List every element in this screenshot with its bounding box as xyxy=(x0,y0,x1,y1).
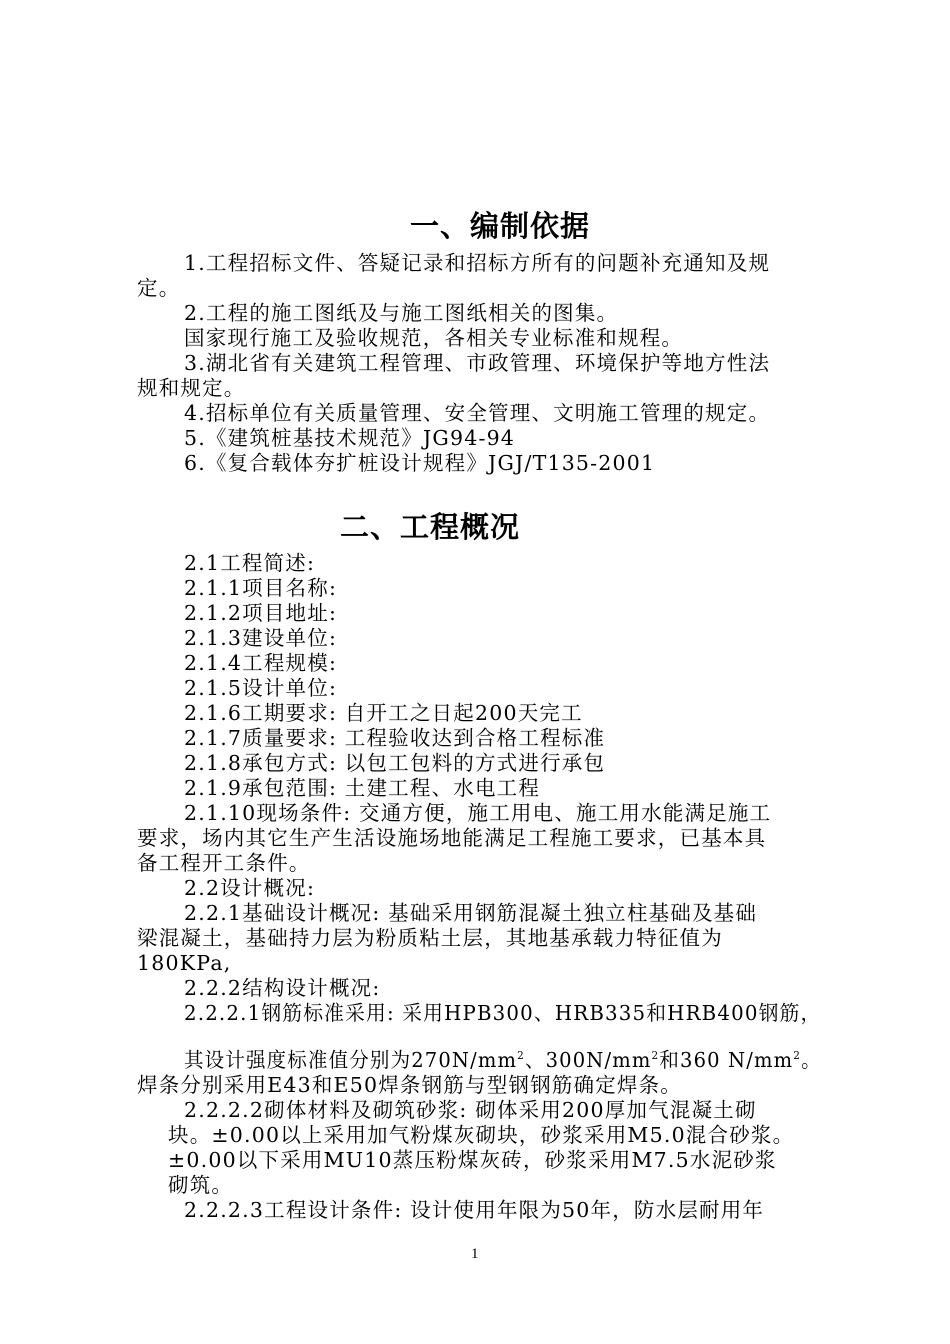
text-line: 2.2.2结构设计概况: xyxy=(184,976,381,1000)
text-line: 梁混凝土，基础持力层为粉质粘土层，其地基承载力特征值为 xyxy=(137,926,723,950)
text-line: 2.1.8承包方式: 以包工包料的方式进行承包 xyxy=(184,751,606,775)
text-line: 定。 xyxy=(137,276,181,300)
section-1-heading: 一、编制依据 xyxy=(410,209,591,243)
text-line: 6.《复合载体夯扩桩设计规程》JGJ/T135-2001 xyxy=(184,451,656,475)
text-line: 4.招标单位有关质量管理、安全管理、文明施工管理的规定。 xyxy=(184,401,771,425)
text-line: 2.2.2.1钢筋标准采用: 采用HPB300、HRB335和HRB400钢筋， xyxy=(184,1001,822,1025)
text-line: 2.2设计概况: xyxy=(184,876,316,900)
text-line: 规和规定。 xyxy=(137,376,246,400)
text-line: 国家现行施工及验收规范，各相关专业标准和规程。 xyxy=(184,326,684,350)
text-line: 砌筑。 xyxy=(168,1173,234,1197)
text-line: 要求，场内其它生产生活设施场地能满足工程施工要求，已基本具 xyxy=(137,826,767,850)
strength-values-line: 其设计强度标准值分别为$270N/mm^2$、$300N/mm^2$和360 $N/mm^2$。 xyxy=(184,1048,822,1072)
page-number: 1 xyxy=(471,1246,479,1262)
text-line: 1.工程招标文件、答疑记录和招标方所有的问题补充通知及规 xyxy=(184,251,771,275)
text-line: 2.1.4工程规模: xyxy=(184,651,338,675)
text-line: ±0.00以下采用MU10蒸压粉煤灰砖，砂浆采用M7.5水泥砂浆 xyxy=(168,1148,777,1172)
text-line: 2.1.5设计单位: xyxy=(184,676,338,700)
text-line: 2.2.2.2砌体材料及砌筑砂浆: 砌体采用200厚加气混凝土砌 xyxy=(184,1098,757,1122)
text-line: 2.1.6工期要求: 自开工之日起200天完工 xyxy=(184,701,583,725)
text-line: 180KPa, xyxy=(137,951,232,975)
text-line: 2.1.2项目地址: xyxy=(184,601,338,625)
text-line: 2.1工程简述: xyxy=(184,551,316,575)
text-line: 2.2.2.3工程设计条件: 设计使用年限为50年，防水层耐用年 xyxy=(184,1198,765,1222)
text-line: 2.1.10现场条件: 交通方便，施工用电、施工用水能满足施工 xyxy=(184,801,772,825)
section-2-heading: 二、工程概况 xyxy=(340,510,521,544)
text-line: 焊条分别采用E43和E50焊条钢筋与型钢钢筋确定焊条。 xyxy=(137,1073,682,1097)
text-line: 3.湖北省有关建筑工程管理、市政管理、环境保护等地方性法 xyxy=(184,351,771,375)
text-line: 2.1.9承包范围: 土建工程、水电工程 xyxy=(184,776,541,800)
text-line: 2.1.1项目名称: xyxy=(184,576,338,600)
text-line: 2.2.1基础设计概况: 基础采用钢筋混凝土独立柱基础及基础 xyxy=(184,901,758,925)
text-line: 5.《建筑桩基技术规范》JG94-94 xyxy=(184,426,516,450)
text-line: 2.工程的施工图纸及与施工图纸相关的图集。 xyxy=(184,301,619,325)
text-line: 2.1.3建设单位: xyxy=(184,626,338,650)
text-line: 2.1.7质量要求: 工程验收达到合格工程标准 xyxy=(184,726,606,750)
text-line: 备工程开工条件。 xyxy=(137,851,311,875)
text-line: 块。±0.00以上采用加气粉煤灰砌块，砂浆采用M5.0混合砂浆。 xyxy=(168,1123,795,1147)
